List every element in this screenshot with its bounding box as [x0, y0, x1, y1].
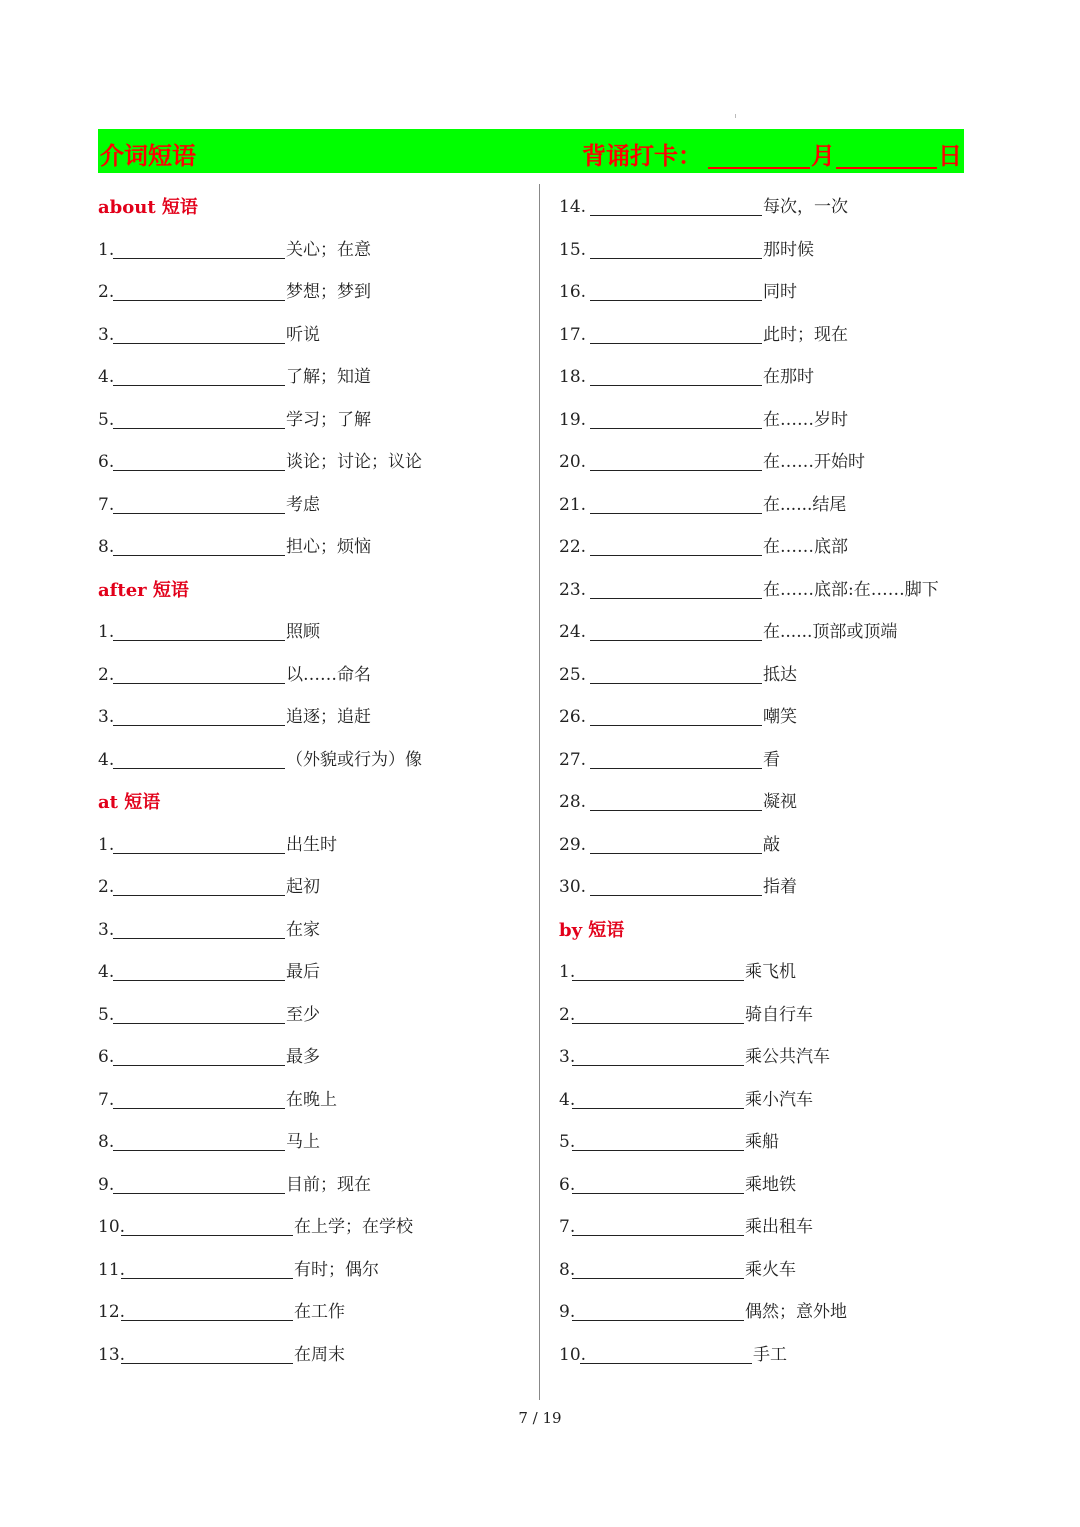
phrase-row [98, 1171, 518, 1197]
meaning-text: 乘地铁 [745, 1174, 796, 1195]
phrase-row [98, 236, 518, 262]
phrase-row [98, 916, 518, 942]
phrase-row [559, 363, 979, 389]
meaning-text: 偶然；意外地 [745, 1302, 847, 1322]
answer-blank[interactable] [590, 428, 762, 429]
phrase-row [559, 618, 979, 644]
answer-blank[interactable] [113, 1193, 285, 1194]
page-title: 介词短语 [100, 141, 196, 170]
phrase-row [98, 321, 518, 347]
answer-blank[interactable] [580, 1363, 752, 1364]
phrase-row [559, 1298, 979, 1324]
item-number: 24. [559, 622, 587, 642]
answer-blank[interactable] [121, 1363, 293, 1364]
phrase-row [98, 448, 518, 474]
answer-blank[interactable] [572, 1150, 744, 1151]
phrase-row [559, 533, 979, 559]
section-heading: by 短语 [559, 919, 625, 941]
meaning-text: 乘出租车 [745, 1217, 813, 1237]
meaning-text: 乘公共汽车 [745, 1047, 830, 1067]
meaning-text: 那时候 [763, 239, 814, 260]
meaning-text: 在……岁时 [763, 409, 848, 430]
item-number: 11. [98, 1259, 126, 1280]
item-number: 7. [98, 494, 115, 515]
answer-blank[interactable] [113, 300, 285, 301]
phrase-row [98, 831, 518, 857]
item-number: 22. [559, 537, 587, 557]
meaning-text: 在家 [286, 919, 320, 940]
meaning-text: 乘船 [745, 1132, 779, 1152]
phrase-row [559, 1001, 979, 1027]
meaning-text: 每次，一次 [763, 197, 848, 217]
item-number: 17. [559, 324, 587, 345]
answer-blank[interactable] [572, 1320, 744, 1321]
phrase-row [559, 1043, 979, 1069]
scan-mark [735, 114, 736, 118]
meaning-text: 在晚上 [286, 1089, 337, 1110]
item-number: 19. [559, 409, 587, 430]
meaning-text: 马上 [286, 1132, 320, 1152]
answer-blank[interactable] [572, 1065, 744, 1066]
item-number: 4. [98, 749, 115, 770]
item-number: 21. [559, 494, 587, 515]
phrase-row [98, 363, 518, 389]
meaning-text: 在......顶部或顶端 [763, 622, 898, 642]
answer-blank[interactable] [113, 1108, 285, 1109]
answer-blank[interactable] [113, 1065, 285, 1066]
answer-blank[interactable] [590, 343, 762, 344]
item-number: 3. [559, 1047, 576, 1067]
answer-blank[interactable] [113, 343, 285, 344]
item-number: 13. [98, 1344, 126, 1365]
answer-blank[interactable] [113, 470, 285, 471]
phrase-row [559, 873, 979, 899]
item-number: 18. [559, 367, 587, 387]
meaning-text: 追逐；追赶 [286, 707, 371, 727]
phrase-row [559, 661, 979, 687]
meaning-text: 听说 [286, 324, 320, 345]
phrase-row [559, 1341, 979, 1367]
answer-blank[interactable] [590, 470, 762, 471]
answer-blank[interactable] [590, 683, 762, 684]
answer-blank[interactable] [113, 640, 285, 641]
item-number: 29. [559, 834, 587, 855]
answer-blank[interactable] [590, 725, 762, 726]
phrase-row [98, 491, 518, 517]
item-number: 3. [98, 324, 115, 345]
answer-blank[interactable] [113, 428, 285, 429]
answer-blank[interactable] [572, 1023, 744, 1024]
answer-blank[interactable] [590, 215, 762, 216]
phrase-row [559, 491, 979, 517]
answer-blank[interactable] [572, 1108, 744, 1109]
phrase-row [559, 193, 979, 219]
phrase-row [559, 703, 979, 729]
item-number: 6. [98, 1047, 115, 1067]
item-number: 2. [98, 282, 115, 302]
item-number: 5. [98, 409, 115, 430]
answer-blank[interactable] [113, 768, 285, 769]
phrase-row [98, 278, 518, 304]
item-number: 9. [98, 1174, 115, 1195]
phrase-row [98, 1341, 518, 1367]
meaning-text: 在工作 [294, 1302, 345, 1322]
item-number: 7. [559, 1217, 576, 1237]
item-number: 2. [559, 1004, 576, 1025]
phrase-row [559, 1171, 979, 1197]
item-number: 1. [98, 622, 115, 642]
meaning-text: 抵达 [763, 664, 797, 685]
item-number: 30. [559, 877, 587, 897]
section-heading: after 短语 [98, 579, 189, 601]
meaning-text: 照顾 [286, 622, 320, 642]
meaning-text: 在周末 [294, 1344, 345, 1365]
item-number: 4. [559, 1089, 576, 1110]
phrase-row [98, 406, 518, 432]
section-heading: at 短语 [98, 792, 161, 813]
meaning-text: 指着 [763, 877, 797, 897]
item-number: 8. [98, 537, 115, 557]
phrase-row [559, 321, 979, 347]
answer-blank[interactable] [113, 555, 285, 556]
meaning-text: 关心；在意 [286, 239, 371, 260]
item-number: 3. [98, 707, 115, 727]
phrase-row [559, 788, 979, 814]
item-number: 1. [98, 834, 115, 855]
checkin-label: 背诵打卡： [582, 141, 702, 170]
phrase-row [98, 661, 518, 687]
meaning-text: 谈论；讨论；议论 [286, 452, 422, 472]
item-number: 6. [98, 452, 115, 472]
phrase-row [98, 746, 518, 772]
page-number: 7 / 19 [518, 1409, 562, 1427]
item-number: 4. [98, 367, 115, 387]
phrase-row [98, 1086, 518, 1112]
phrase-row [559, 236, 979, 262]
phrase-row [559, 448, 979, 474]
meaning-text: 学习；了解 [286, 409, 371, 430]
meaning-text: 在那时 [763, 367, 814, 387]
meaning-text: 看 [763, 749, 780, 770]
answer-blank[interactable] [113, 895, 285, 896]
month-char: 月 [811, 141, 835, 170]
answer-blank[interactable] [590, 853, 762, 854]
item-number: 2. [98, 877, 115, 897]
meaning-text: 考虑 [286, 494, 320, 515]
item-number: 9. [559, 1302, 576, 1322]
item-number: 1. [98, 239, 115, 260]
item-number: 10. [98, 1217, 126, 1237]
meaning-text: 在……底部:在……脚下 [763, 579, 939, 600]
item-number: 3. [98, 919, 115, 940]
section-heading: about 短语 [98, 197, 198, 218]
meaning-text: 了解；知道 [286, 367, 371, 387]
item-number: 10. [559, 1344, 587, 1365]
item-number: 1. [559, 962, 576, 982]
phrase-row [98, 703, 518, 729]
meaning-text: 担心；烦恼 [286, 537, 371, 557]
meaning-text: 乘小汽车 [745, 1089, 813, 1110]
month-blank[interactable] [708, 167, 810, 169]
item-number: 23. [559, 579, 587, 600]
answer-blank[interactable] [113, 683, 285, 684]
item-number: 25. [559, 664, 587, 685]
answer-blank[interactable] [113, 725, 285, 726]
meaning-text: 敲 [763, 834, 780, 855]
item-number: 28. [559, 792, 587, 812]
column-divider [539, 184, 540, 1400]
item-number: 15. [559, 239, 587, 260]
phrase-row [559, 958, 979, 984]
phrase-row [559, 1086, 979, 1112]
phrase-row [559, 1256, 979, 1282]
answer-blank[interactable] [590, 300, 762, 301]
item-number: 8. [559, 1259, 576, 1280]
phrase-row [559, 746, 979, 772]
meaning-text: 凝视 [763, 792, 797, 812]
item-number: 8. [98, 1132, 115, 1152]
answer-blank[interactable] [113, 513, 285, 514]
answer-blank[interactable] [572, 980, 744, 981]
phrase-row [559, 1128, 979, 1154]
answer-blank[interactable] [572, 1235, 744, 1236]
answer-blank[interactable] [572, 1193, 744, 1194]
meaning-text: 有时；偶尔 [294, 1259, 379, 1280]
phrase-row [559, 1213, 979, 1239]
item-number: 20. [559, 452, 587, 472]
phrase-row [98, 1128, 518, 1154]
item-number: 6. [559, 1174, 576, 1195]
meaning-text: 在上学；在学校 [294, 1217, 413, 1237]
day-blank[interactable] [836, 167, 937, 169]
meaning-text: 目前；现在 [286, 1174, 371, 1195]
phrase-row [98, 1298, 518, 1324]
answer-blank[interactable] [590, 810, 762, 811]
answer-blank[interactable] [590, 513, 762, 514]
meaning-text: 手工 [753, 1344, 787, 1365]
phrase-row [98, 1213, 518, 1239]
meaning-text: 嘲笑 [763, 707, 797, 727]
answer-blank[interactable] [121, 1320, 293, 1321]
item-number: 12. [98, 1302, 126, 1322]
day-char: 日 [938, 141, 962, 170]
answer-blank[interactable] [590, 895, 762, 896]
answer-blank[interactable] [121, 1235, 293, 1236]
meaning-text: 起初 [286, 877, 320, 897]
phrase-row [559, 576, 979, 602]
meaning-text: 此时；现在 [763, 324, 848, 345]
phrase-row [98, 873, 518, 899]
meaning-text: 乘飞机 [745, 962, 796, 982]
meaning-text: 乘火车 [745, 1259, 796, 1280]
item-number: 2. [98, 664, 115, 685]
answer-blank[interactable] [590, 768, 762, 769]
answer-blank[interactable] [113, 938, 285, 939]
meaning-text: （外貌或行为）像 [286, 749, 422, 770]
phrase-row [98, 958, 518, 984]
answer-blank[interactable] [121, 1278, 293, 1279]
answer-blank[interactable] [113, 258, 285, 259]
answer-blank[interactable] [113, 385, 285, 386]
item-number: 14. [559, 197, 587, 217]
answer-blank[interactable] [590, 640, 762, 641]
phrase-row [559, 406, 979, 432]
answer-blank[interactable] [572, 1278, 744, 1279]
answer-blank[interactable] [113, 1023, 285, 1024]
phrase-row [559, 278, 979, 304]
meaning-text: 同时 [763, 282, 797, 302]
item-number: 7. [98, 1089, 115, 1110]
meaning-text: 以……命名 [286, 664, 371, 685]
meaning-text: 出生时 [286, 834, 337, 855]
answer-blank[interactable] [590, 598, 762, 599]
header-bar [98, 129, 964, 173]
meaning-text: 最多 [286, 1047, 320, 1067]
item-number: 4. [98, 962, 115, 982]
meaning-text: 梦想；梦到 [286, 282, 371, 302]
item-number: 27. [559, 749, 587, 770]
phrase-row [98, 1043, 518, 1069]
answer-blank[interactable] [113, 980, 285, 981]
item-number: 26. [559, 707, 587, 727]
meaning-text: 在......结尾 [763, 494, 847, 515]
item-number: 16. [559, 282, 587, 302]
meaning-text: 至少 [286, 1004, 320, 1025]
answer-blank[interactable] [590, 385, 762, 386]
answer-blank[interactable] [113, 1150, 285, 1151]
meaning-text: 在……开始时 [763, 452, 865, 472]
answer-blank[interactable] [590, 555, 762, 556]
meaning-text: 最后 [286, 962, 320, 982]
item-number: 5. [98, 1004, 115, 1025]
phrase-row [98, 1256, 518, 1282]
phrase-row [98, 533, 518, 559]
phrase-row [559, 831, 979, 857]
meaning-text: 在……底部 [763, 537, 848, 557]
item-number: 5. [559, 1132, 576, 1152]
answer-blank[interactable] [590, 258, 762, 259]
answer-blank[interactable] [113, 853, 285, 854]
meaning-text: 骑自行车 [745, 1004, 813, 1025]
phrase-row [98, 1001, 518, 1027]
phrase-row [98, 618, 518, 644]
